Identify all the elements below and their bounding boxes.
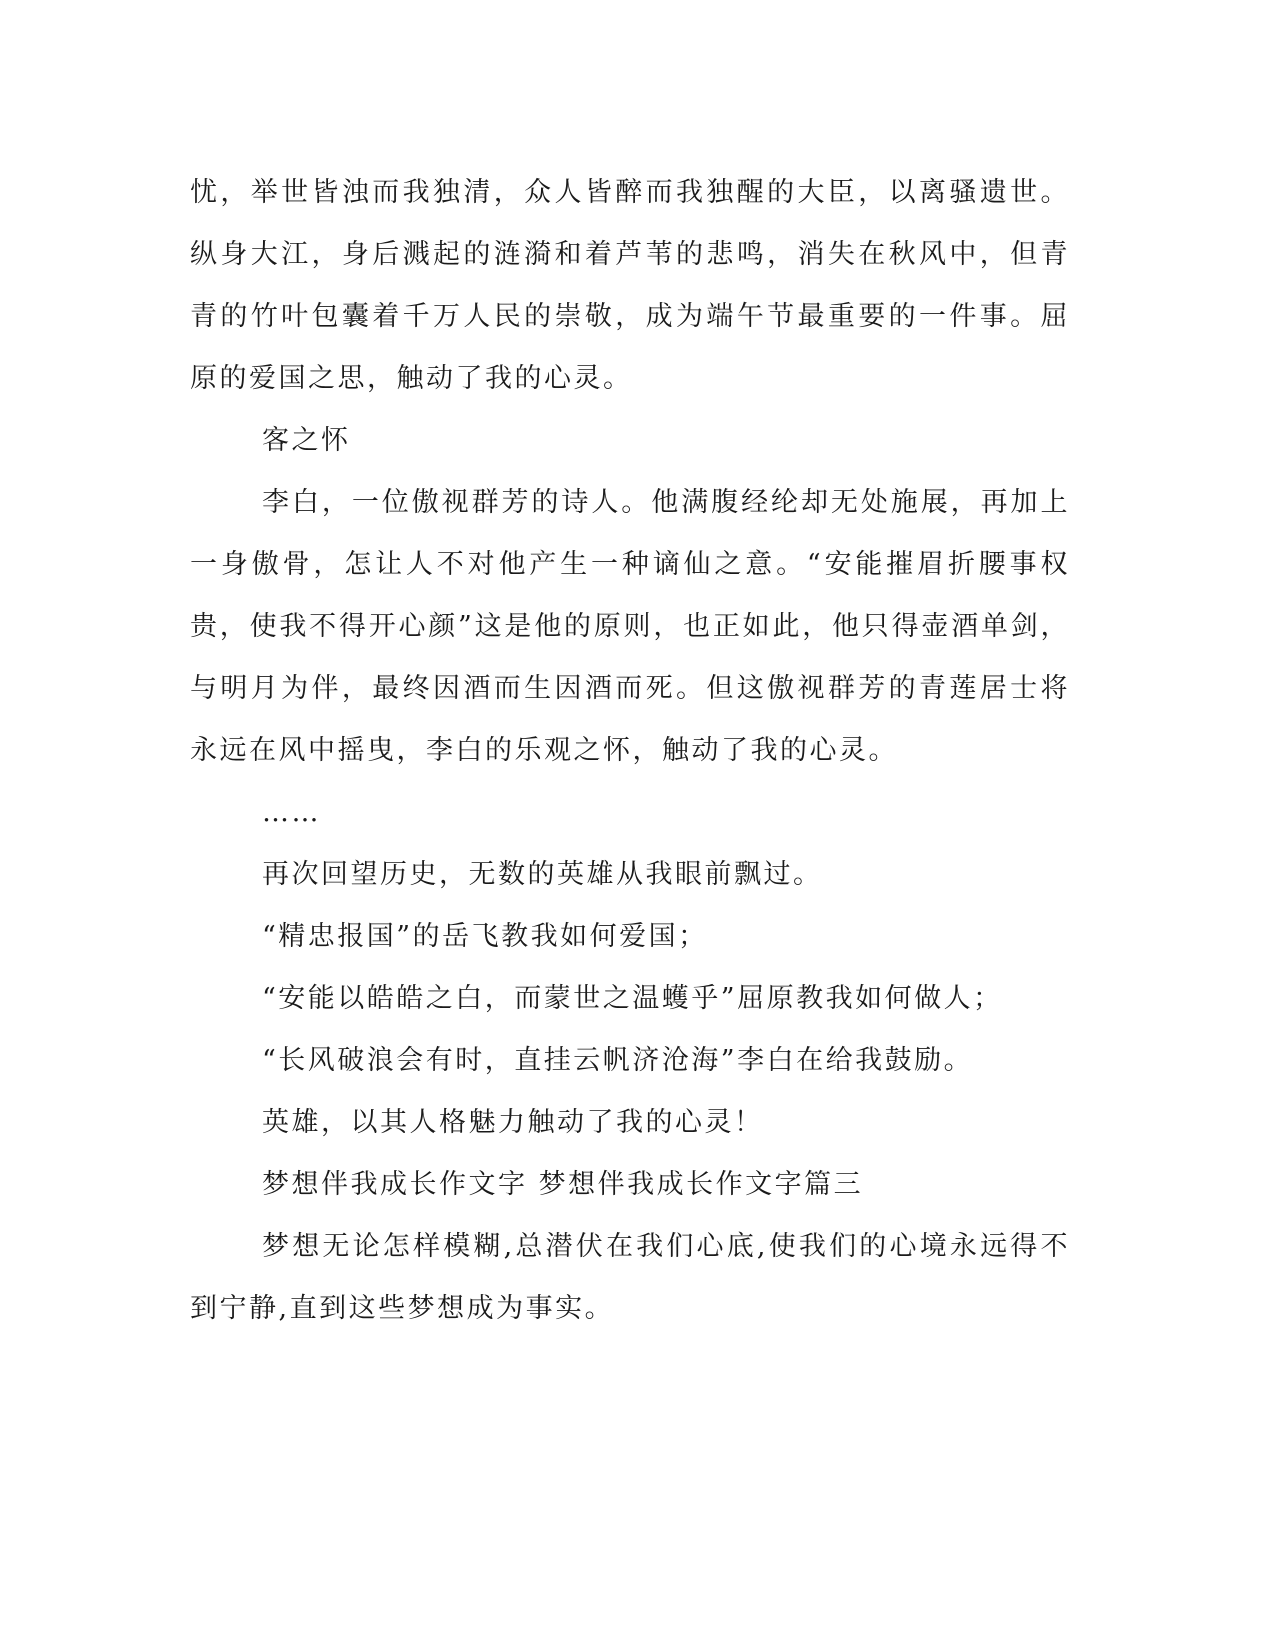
ellipsis-line: …… — [262, 797, 321, 828]
paragraph-yuefei: “精忠报国”的岳飞教我如何爱国； — [262, 921, 708, 952]
document-body — [190, 162, 1070, 1340]
paragraph-quyuan-ending: 忧，举世皆浊而我独清，众人皆醉而我独醒的大臣，以离骚遗世。纵身大江，身后溅起的涟漪和着芦苇的悲鸣，消失在秋风中，但青青的竹叶包囊着千万人民的崇敬，成为端午节最重要的一件事。屈原的爱国之思，触动了我的心灵。 — [190, 177, 1070, 394]
essay-title-part-three: 梦想伴我成长作文字 梦想伴我成长作文字篇三 — [262, 1169, 864, 1200]
paragraph-libai-quote: “长风破浪会有时，直挂云帆济沧海”李白在给我鼓励。 — [262, 1045, 974, 1076]
paragraph-look-back-history: 再次回望历史，无数的英雄从我眼前飘过。 — [262, 859, 823, 890]
paragraph-libai: 李白，一位傲视群芳的诗人。他满腹经纶却无处施展，再加上一身傲骨，怎让人不对他产生一种谪仙之意。“安能摧眉折腰事权贵，使我不得开心颜”这是他的原则，也正如此，他只得壶酒单剑，与明月为伴，最终因酒而生因酒而死。但这傲视群芳的青莲居士将永远在风中摇曳，李白的乐观之怀，触动了我的心灵。 — [190, 487, 1070, 766]
paragraph-dream-intro: 梦想无论怎样模糊,总潜伏在我们心底,使我们的心境永远得不到宁静,直到这些梦想成为事实。 — [190, 1231, 1070, 1324]
section-heading-ke-zhi-huai: 客之怀 — [262, 425, 351, 456]
paragraph-quyuan-quote: “安能以皓皓之白，而蒙世之温蠖乎”屈原教我如何做人； — [262, 983, 1003, 1014]
paragraph-heroes-conclusion: 英雄，以其人格魅力触动了我的心灵！ — [262, 1107, 764, 1138]
